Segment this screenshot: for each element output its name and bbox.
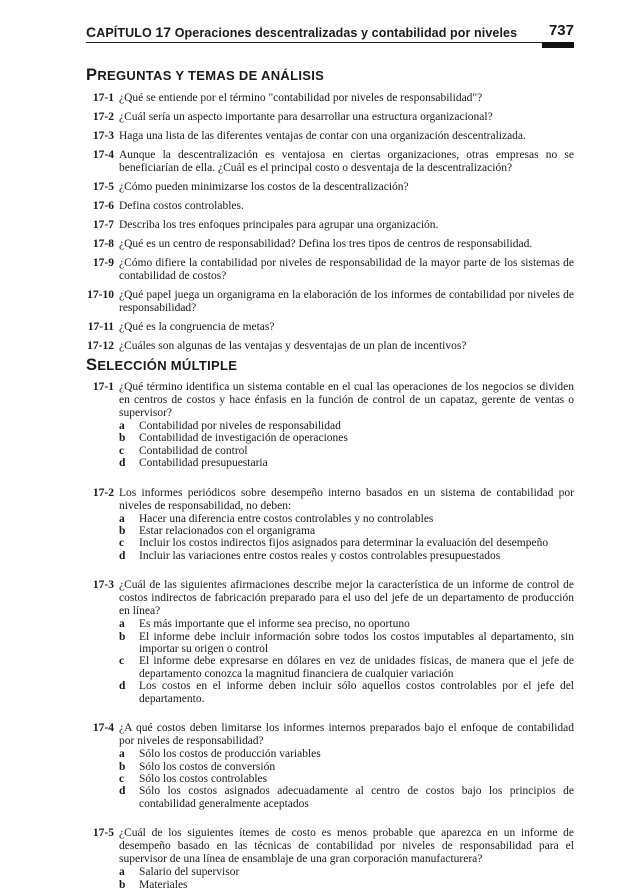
question-item: 17-4 Aunque la descentralización es ventajosa en ciertas organizaciones, otras empresas no se beneficiarían de ella. ¿Cuál es el principal costo o desventaja de la descentralización? (92, 149, 574, 174)
mc-option: c Contabilidad de control (119, 444, 248, 457)
mc-question: 17-4 ¿A qué costos deben limitarse los informes internos preparados bajo el enfoque de contabilidad por niveles de responsabilidad? a Sólo los costos de producción variables b Sólo los costos de conversión c Sólo los costos controlables d Sólo los costos asignados adecuadamente al centro de costos bajo los principios de contabilidad generalmente aceptados (92, 722, 574, 810)
question-item: 17-5 ¿Cómo pueden minimizarse los costos de la descentralización? (92, 181, 409, 193)
mc-option: b Sólo los costos de conversión (119, 760, 276, 773)
chapter-number: 17 (155, 24, 172, 40)
mc-option: d Los costos en el informe deben incluir sólo aquellos costos controlables por el jefe del departamento. (119, 680, 574, 705)
chapter-heading: CAPÍTULO 17 Operaciones descentralizadas y contabilidad por niveles (86, 24, 518, 40)
question-list-seleccion (0, 381, 638, 891)
mc-option: b Contabilidad de investigación de operaciones (119, 432, 348, 445)
mc-option: a Salario del supervisor (119, 866, 240, 879)
question-item: 17-1 ¿Qué se entiende por el término "contabilidad por niveles de responsabilidad"? (92, 92, 483, 104)
mc-options (119, 618, 574, 705)
mc-options (119, 513, 574, 563)
section-title-seleccion: SELECCIÓN MÚLTIPLE (86, 356, 238, 374)
question-item: 17-2 ¿Cuál sería un aspecto importante para desarrollar una estructura organizacional? (92, 111, 493, 123)
question-item: 17-7 Describa los tres enfoques principales para agrupar una organización. (92, 219, 439, 231)
running-header (86, 22, 574, 42)
mc-question: 17-3 ¿Cuál de las siguientes afirmaciones describe mejor la característica de un informe de control de costos indirectos de fabricación preparado para el uso del jefe de un departamento de producción en línea? a Es más importante que el informe sea preciso, no oportuno b El informe debe incluir información sobre todos los costos imputables al departamento, sin importar su origen o control c El informe debe expresarse en dólares en vez de unidades físicas, de manera que el jefe de departamento conozca la magnitud financiera de cualquier variación d Los costos en el informe deben incluir sólo aquellos costos controlables por el jefe del departamento. (92, 579, 574, 705)
mc-options (119, 866, 574, 891)
mc-option: d Contabilidad presupuestaria (119, 457, 268, 470)
mc-option: a Sólo los costos de producción variables (119, 748, 321, 761)
header-thumb-tab (542, 42, 574, 48)
chapter-title: Operaciones descentralizadas y contabilidad por niveles (174, 26, 518, 40)
mc-option: c Sólo los costos controlables (119, 772, 268, 785)
mc-option: a Hacer una diferencia entre costos controlables y no controlables (119, 512, 434, 525)
question-item: 17-10 ¿Qué papel juega un organigrama en la elaboración de los informes de contabilidad por niveles de responsabilidad? (87, 289, 574, 314)
question-item: 17-11 ¿Qué es la congruencia de metas? (87, 321, 275, 333)
mc-option: b Materiales (119, 878, 188, 891)
mc-option: d Sólo los costos asignados adecuadamente al centro de costos bajo los principios de contabilidad generalmente aceptados (119, 785, 574, 810)
question-list-preguntas (0, 92, 638, 353)
mc-option: d Incluir las variaciones entre costos reales y costos controlables presupuestados (119, 549, 501, 562)
mc-option: c El informe debe expresarse en dólares en vez de unidades físicas, de manera que el jefe de departamento conozca la magnitud financiera de cualquier variación (119, 655, 574, 680)
header-rule (86, 42, 574, 43)
section-title-preguntas: PREGUNTAS Y TEMAS DE ANÁLISIS (86, 66, 325, 84)
question-item: 17-12 ¿Cuáles son algunas de las ventajas y desventajas de un plan de incentivos? (87, 340, 467, 352)
mc-option: c Incluir los costos indirectos fijos asignados para determinar la evaluación del desempeño (119, 537, 549, 550)
mc-option: b Estar relacionados con el organigrama (119, 525, 316, 538)
question-item: 17-3 Haga una lista de las diferentes ventajas de contar con una organización descentralizada. (92, 130, 526, 142)
page-number: 737 (548, 22, 574, 39)
mc-question: 17-1 ¿Qué término identifica un sistema contable en el cual las operaciones de los negocios se dividen en centros de costos y hace énfasis en la función de control de un capataz, gerente de ventas o supervisor? a Contabilidad por niveles de responsabilidad b Contabilidad de investigación de operaciones c Contabilidad de control d Contabilidad presupuestaria (92, 381, 574, 470)
mc-option: a Es más importante que el informe sea preciso, no oportuno (119, 618, 410, 631)
mc-option: b El informe debe incluir información sobre todos los costos imputables al departamento, sin importar su origen o control (119, 630, 574, 656)
question-item: 17-6 Defina costos controlables. (92, 200, 244, 212)
question-item: 17-9 ¿Cómo difiere la contabilidad por niveles de responsabilidad de la mayor parte de los sistemas de contabilidad de costos? (92, 257, 574, 282)
mc-options (119, 748, 574, 810)
mc-options (119, 420, 574, 470)
question-item: 17-8 ¿Qué es un centro de responsabilidad? Defina los tres tipos de centros de responsabilidad. (92, 238, 533, 250)
mc-question: 17-5 ¿Cuál de los siguientes ítemes de costo es menos probable que aparezca en un informe de desempeño basado en las técnicas de contabilidad por niveles de responsabilidad para el supervisor de una línea de ensamblaje de una gran corporación manufacturera? a Salario del supervisor b Materiales (92, 827, 574, 891)
mc-option: a Contabilidad por niveles de responsabilidad (119, 420, 341, 432)
mc-question: 17-2 Los informes periódicos sobre desempeño interno basados en un sistema de contabilidad por niveles de responsabilidad, no deben: a Hacer una diferencia entre costos controlables y no controlables b Estar relacionados con el organigrama c Incluir los costos indirectos fijos asignados para determinar la evaluación del desempeño d Incluir las variaciones entre costos reales y costos controlables presupuestados (92, 486, 574, 562)
